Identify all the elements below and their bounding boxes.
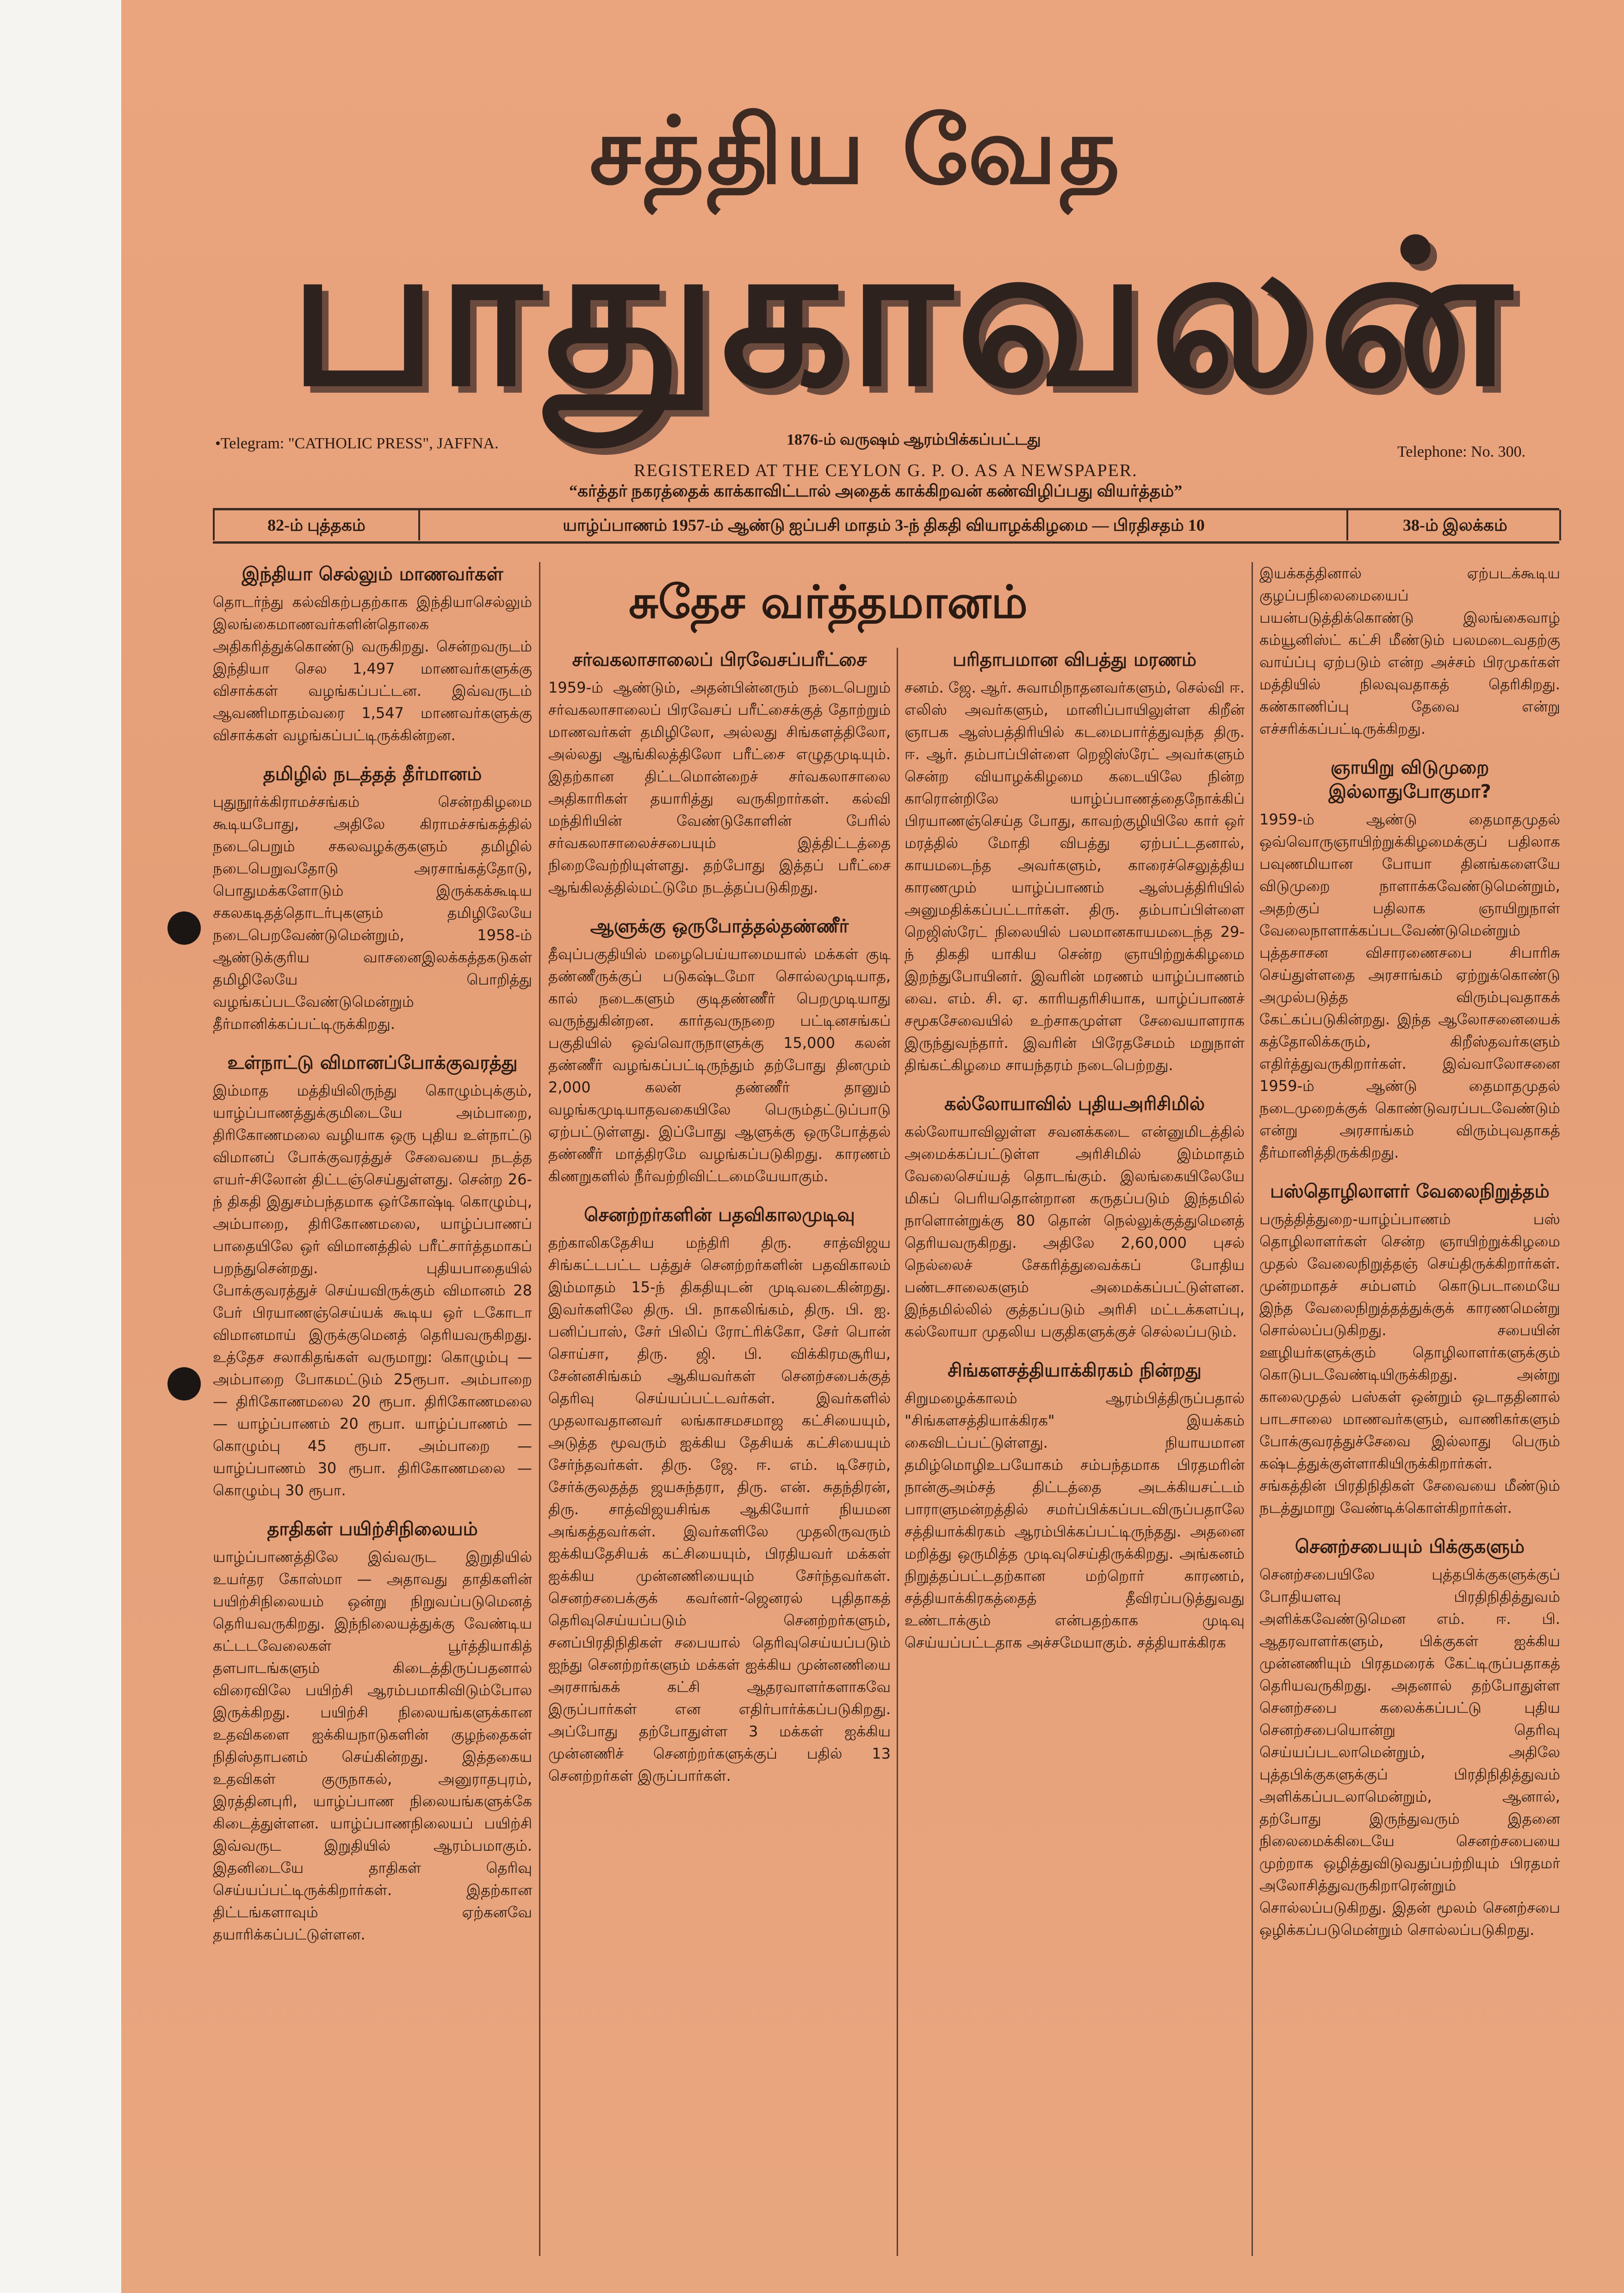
news-title: கல்லோயாவில் புதியஅரிசிமில் [944,1093,1205,1115]
news-body: புதுநூர்க்கிராமச்சங்கம் சென்றகிழமை கூடியபோது, அதிலே கிராமச்சங்கத்தில் நடைபெறும் சகலவழக்குகளும் தமிழில் நடைபெறுவதோடு அரசாங்கத்தோடு, பொதுமக்களோடும் இருக்கக்கூடிய சகலகடிதத்தொடர்புகளும் தமிழிலேயே நடைபெறவேண்டுமென்றும், 1958-ம் ஆண்டுக்குரிய வாசனைஇலக்கத்தகடுகள் தமிழிலேயே பொறித்து வழங்கப்படவேண்டுமென்றும் தீர்மானிக்கப்பட்டிருக்கிறது. [213,793,532,1033]
news-body: இம்மாத மத்தியிலிருந்து கொழும்புக்கும், யாழ்ப்பாணத்துக்குமிடையே அம்பாறை, திரிகோணமலை வழியாக ஒரு புதிய உள்நாட்டு விமானப் போக்குவரத்துச் சேவையை நடத்த எயர்-சிலோன் திட்டஞ்செய்துள்ளது. சென்ற 26-ந் திகதி இதுசம்பந்தமாக ஒர்கோஷ்டி கொழும்பு, அம்பாறை, திரிகோணமலை, யாழ்ப்பாணப் பாதையிலே ஒர் விமானத்தில் பரீட்சார்த்தமாகப் பறந்துசென்றது. புதியபாதையில் போக்குவரத்துச் செய்யவிருக்கும் விமானம் 28 பேர் பிரயாணஞ்செய்யக் கூடிய ஒர் டகோடா விமானமாய் இருக்குமெனத் தெரியவருகிறது. உத்தேச சலாகிதங்கள் வருமாறு: கொழும்பு — அம்பாறை போகமட்டும் 25ரூபா. அம்பாறை — திரிகோணமலை 20 ரூபா. திரிகோணமலை — யாழ்ப்பாணம் 20 ரூபா. யாழ்ப்பாணம் — கொழும்பு 45 ரூபா. அம்பாறை — யாழ்ப்பாணம் 30 ரூபா. திரிகோணமலை — கொழும்பு 30 ரூபா. [213,1082,532,1499]
left-margin-strip [0,0,121,2293]
news-title: செனற்றர்களின் பதவிகாலமுடிவு [584,1204,855,1226]
established-note: 1876-ம் வருஷம் ஆரம்பிக்கப்பட்டது [787,431,1041,448]
news-body: தொடர்ந்து கல்விகற்பதற்காக இந்தியாசெல்லும் இலங்கைமாணவர்களின்தொகை அதிகரித்துக்கொண்டு வருகிறது. சென்றவருடம் இந்தியா செல 1,497 மாணவர்களுக்கு விசாக்கள் வழங்கப்பட்டன. இவ்வருடம் ஆவணிமாதம்வரை 1,547 மாணவர்களுக்கு விசாக்கள் வழங்கப்பட்டிருக்கின்றன. [213,593,532,744]
news-title: ஆளுக்கு ஒருபோத்தல்தண்ணீர் [590,916,849,937]
telegram-address: •Telegram: "CATHOLIC PRESS", JAFFNA. [215,435,499,452]
news-body: 1959-ம் ஆண்டும், அதன்பின்னரும் நடைபெறும் சர்வகலாசாலைப் பிரவேசப் பரீட்சைக்குத் தோற்றும் மாணவர்கள் தமிழிலோ, அல்லது சிங்களத்திலோ, அல்லது ஆங்கிலத்திலோ பரீட்சை எழுதமுடியும். இதற்கான திட்டமொன்றைச் சர்வகலாசாலை அதிகாரிகள் தயாரித்து வருகிறார்கள். கல்வி மந்திரியின் வேண்டுகோளின் பேரில் சர்வகலாசாலைச்சபையும் இத்திட்டத்தை நிறைவேற்றியுள்ளது. தற்போது இத்தப் பரீட்சை ஆங்கிலத்தில்மட்டுமே நடத்தப்படுகிறது. [548,679,891,896]
column-divider [897,648,898,2256]
news-item [213,562,532,746]
news-body: தீவுப்பகுதியில் மழைபெய்யாமையால் மக்கள் குடி தண்ணீருக்குப் படுகஷ்டமோ சொல்லமுடியாத, கால் நடைகளும் குடிதண்ணீர் பெறமுடியாது வருந்துகின்றன. கார்தவருநறை பட்டினசங்கப் பகுதியில் ஒவ்வொருநாளுக்கு 15,000 கலன் தண்ணீர் வழங்கப்பட்டிருந்தும் தற்போது தினமும் 2,000 கலன் தண்ணீர் தானும் வழங்கமுடியாதவகையிலே பெரும்தட்டுப்பாடு ஏற்பட்டுள்ளது. இப்போது ஆளுக்கு ஒருபோத்தல் தண்ணீர் மாத்திரமே வழங்கப்படுகிறது. காரணம் கிணறுகளில் நீர்வற்றிவிட்டமையேயாகும். [548,945,891,1185]
punch-hole [167,911,201,945]
news-title: சிங்களசத்தியாக்கிரகம் நின்றது [948,1360,1202,1381]
punch-hole [167,1367,201,1401]
news-item [213,762,532,1035]
news-item [548,648,891,899]
registration-line: REGISTERED AT THE CEYLON G. P. O. AS A NEWSPAPER. [634,461,1138,480]
news-title: தாதிகள் பயிற்சிநிலையம் [267,1518,478,1540]
news-item [905,1092,1245,1343]
central-headline: சுதேச வர்த்தமானம் [628,576,1028,629]
news-title: பஸ்தொழிலாளர் வேலைநிறுத்தம் [1270,1181,1550,1202]
news-item [1259,756,1560,1164]
news-item [1259,1535,1560,1941]
news-body: கல்லோயாவிலுள்ள சவனக்கடை என்னுமிடத்தில் அமைக்கப்பட்டுள்ள அரிசிமில் இம்மாதம் வேலைசெய்யத் தொடங்கும். இலங்கையிலேயே மிகப் பெரியதொன்றான கருதப்படும் இந்தமில் நாளொன்றுக்கு 80 தொன் நெல்லுக்குத்துமெனத் தெரியவருகிறது. அதிலே 2,60,000 புசல் நெல்லைச் சேகரித்துவைக்கப் போதிய பண்டசாலைகளும் அமைக்கப்பட்டுள்ளன. இந்தமில்லில் குத்தப்படும் அரிசி மட்டக்களப்பு, கல்லோயா முதலிய பகுதிகளுக்குச் செல்லப்படும். [905,1123,1245,1340]
news-body: செனற்சபையிலே புத்தபிக்குகளுக்குப் போதியளவு பிரதிநிதித்துவம் அளிக்கவேண்டுமென எம். ஈ. பி. ஆதரவாளர்களும், பிக்குகள் ஐக்கிய முன்னணியும் பிரதமரைக் கேட்டிருப்பதாகத் தெரியவருகிறது. அதனால் தற்போதுள்ள செனற்சபை கலைக்கப்பட்டு புதிய செனற்சபையொன்று தெரிவு செய்யப்படலாமென்றும், அதிலே புத்தபிக்குகளுக்குப் பிரதிநிதித்துவம் அளிக்கப்படலாமென்றும், ஆனால், தற்போது இருந்துவரும் இதனை நிலைமைக்கிடையே செனற்சபையை முற்றாக ஒழித்துவிடுவதுப்பற்றியும் பிரதமர் அலோசித்துவருகிறாரென்றும் சொல்லப்படுகிறது. இதன் மூலம் செனற்சபை ஒழிக்கப்படுமென்றும் சொல்லப்படுகிறது. [1259,1566,1560,1939]
news-title: உள்நாட்டு விமானப்போக்குவரத்து [227,1052,518,1073]
news-body: இயக்கத்தினால் ஏற்படக்கூடிய குழப்பநிலைமையைப் பயன்படுத்திக்கொண்டு இலங்கைவாழ் கம்யூனிஸ்ட் கட்சி மீண்டும் பலமடைவதற்கு வாய்ப்பு ஏற்படும் என்ற அச்சம் பிரமுகர்கள் மத்தியில் நிலவுவதாகத் தெரிகிறது. கண்காணிப்பு தேவை என்று எச்சரிக்கப்பட்டிருக்கிறது. [1259,564,1560,737]
motto-line: “கர்த்தர் நகரத்தைக் காக்காவிட்டால் அதைக் காக்கிறவன் கண்விழிப்பது வியர்த்தம்” [569,482,1183,500]
date-box: யாழ்ப்பாணம் 1957-ம் ஆண்டு ஐப்பசி மாதம் 3-ந் திகதி வியாழக்கிழமை — பிரதிசதம் 10 [421,510,1348,540]
news-title: தமிழில் நடத்தத் தீர்மானம் [263,763,482,785]
column-1 [213,562,532,2256]
news-title: பரிதாபமான விபத்து மரணம் [953,649,1196,670]
issue-number-box: 38-ம் இலக்கம் [1351,510,1561,540]
column-divider [1252,562,1253,2256]
news-body: தற்காலிகதேசிய மந்திரி திரு. சாத்விஜய சிங்கட்டபட்ட பத்துச் செனற்றர்களின் பதவிகாலம் இம்மாதம் 15-ந் திகதியுடன் முடிவடைகின்றது. இவர்களிலே திரு. பி. நாகலிங்கம், திரு. பி. ஐ. பனிப்பாஸ், சேர் பிலிப் ரோட்ரிக்கோ, சேர் பொன் சொய்சா, திரு. ஜி. பி. விக்கிரமசூரிய, சேன்னசிங்கம் ஆகியவர்கள் செனற்சபைக்குத் தெரிவு செய்யப்பட்டவர்கள். இவர்களில் முதலாவதானவர் லங்காசமசமாஜ கட்சியையும், அடுத்த மூவரும் ஐக்கிய தேசியக் கட்சியையும் சேர்ந்தவர்கள். திரு. ஜே. ஈ. எம். டிசேரம், சேர்க்குலதத்த ஜயசுந்தரா, திரு. என். சுதந்திரன், திரு. சாத்விஜயசிங்க ஆகியோர் நியமன அங்கத்தவர்கள். இவர்களிலே முதலிருவரும் ஐக்கியதேசியக் கட்சியையும், பிரதியவர் மக்கள் ஐக்கிய முன்னணியையும் சேர்ந்தவர்கள். செனற்சபைக்குக் கவர்னர்-ஜெனரல் புதிதாகத் தெரிவுசெய்யப்படும் செனற்றர்களும், சனப்பிரதிநிதிகள் சபையால் தெரிவுசெய்யப்படும் ஐந்து செனற்றர்களும் மக்கள் ஐக்கிய முன்னணியை அரசாங்கக் கட்சி ஆதரவாளர்களாகவே இருப்பார்கள் என எதிர்பார்க்கப்படுகிறது. அப்போது தற்போதுள்ள 3 மக்கள் ஐக்கிய முன்னணிச் செனற்றர்களுக்குப் பதில் 13 செனற்றர்கள் இருப்பார்கள். [548,1234,891,1785]
news-item [1259,562,1560,740]
news-item [213,1051,532,1501]
column-divider [539,562,540,2256]
news-title: ஞாயிறு விடுமுறை இல்லாதுபோகுமா? [1328,757,1491,802]
news-body: பருத்தித்துறை-யாழ்ப்பாணம் பஸ் தொழிலாளர்கள் சென்ற ஞாயிற்றுக்கிழமை முதல் வேலைநிறுத்தஞ் செய்திருக்கிறார்கள். முன்றமாதச் சம்பளம் கொடுபடாமையே இந்த வேலைநிறுத்தத்துக்குக் காரணமென்று சொல்லப்படுகிறது. சபையின் ஊழியர்களுக்கும் தொழிலாளர்களுக்கும் கொடுபடவேண்டியிருக்கிறது. அன்று காலைமுதல் பஸ்கள் ஒன்றும் ஒடாததினால் பாடசாலை மாணவர்களும், வாணிகர்களும் போக்குவரத்துச்சேவை இல்லாது பெரும் கஷ்டத்துக்குள்ளாகியிருக்கிறார்கள். சங்கத்தின் பிரதிநிதிகள் சேவையை மீண்டும் நடத்துமாறு வேண்டிக்கொள்கிறார்கள். [1259,1210,1560,1517]
news-title: செனற்சபையும் பிக்குகளும் [1295,1536,1525,1557]
news-item [548,1203,891,1787]
masthead-title: பாதுகாவலன் [289,199,1516,430]
news-title: சர்வகலாசாலைப் பிரவேசப்பரீட்சை [572,649,867,670]
news-item [1259,1179,1560,1519]
bottom-rule [213,541,1559,544]
news-title: இந்தியா செல்லும் மாணவர்கள் [242,564,503,585]
column-4 [1259,562,1560,2256]
news-item [905,648,1245,1076]
news-item [213,1517,532,1946]
news-item [548,914,891,1187]
column-3 [905,648,1245,2256]
masthead-subtitle: சத்திய வேத [589,97,1122,205]
column-2 [548,648,891,2256]
news-body: சனம். ஜே. ஆர். சுவாமிநாதனவர்களும், செல்வி ஈ. எலிஸ் அவர்களும், மானிப்பாயிலுள்ள கிறீன் ஞாபக ஆஸ்பத்திரியில் கடமைபார்த்துவந்த திரு. ஈ. ஆர். தம்பாப்பிள்ளை றெஜிஸ்ரேட் அவர்களும் சென்ற வியாழக்கிழமை கடையிலே நின்ற காரொன்றிலே யாழ்ப்பாணத்தைநோக்கிப் பிரயாணஞ்செய்த போது, காவற்குழியிலே கார் ஒர் மரத்தில் மோதி விபத்து ஏற்பட்டதனால், காயமடைந்த அவர்களும், காரைச்செலுத்திய காரணமும் யாழ்ப்பாணம் ஆஸ்பத்திரியில் அனுமதிக்கப்பட்டார்கள். திரு. தம்பாப்பிள்ளை றெஜிஸ்ரேட் நிலையில் பலமானகாயமடைந்த 29-ந் திகதி யாகிய சென்ற ஞாயிற்றுக்கிழமை இறந்துபோயினர். இவரின் மரணம் யாழ்ப்பாணம் வை. எம். சி. ஏ. காரியதரிசியாக, யாழ்ப்பாணச் சமூகசேவையில் உற்சாகமுள்ள சேவையாளராக இருந்துவந்தார். இவரின் பிரேதசேமம் மறுநாள் திங்கட்கிழமை சாயந்தரம் நடைபெற்றது. [905,679,1245,1074]
telephone-number: Telephone: No. 300. [1397,443,1526,460]
news-body: சிறுமழைக்காலம் ஆரம்பித்திருப்பதால் "சிங்களசத்தியாக்கிரக" இயக்கம் கைவிடப்பட்டுள்ளது. நியாயமான தமிழ்மொழிஉபயோகம் சம்பந்தமாக பிரதமரின் நான்குஅம்சத் திட்டத்தை அடக்கியசட்டம் பாராளுமன்றத்தில் சமர்ப்பிக்கப்படவிருப்பதாலே சத்தியாக்கிரகம் ஆரம்பிக்கப்பட்டிருந்தது. அதனை மறித்து ஒருமித்த முடிவுசெய்திருக்கிறது. அங்கனம் நிறுத்தப்பட்டதற்கான மற்றொர் காரணம், சத்தியாக்கிரகத்தைத் தீவிரப்படுத்துவது உண்டாக்கும் என்பதற்காக முடிவு செய்யப்பட்டதாக அச்சமேயாகும். சத்தியாக்கிரக [905,1389,1245,1651]
volume-box: 82-ம் புத்தகம் [213,510,420,540]
news-body: 1959-ம் ஆண்டு தைமாதமுதல் ஒவ்வொருஞாயிற்றுக்கிழமைக்குப் பதிலாக பவுணமியான போயா தினங்களையே விடுமுறை நாளாக்கவேண்டுமென்றும், அதற்குப் பதிலாக ஞாயிறுநாள் வேலைநாளாக்கப்படவேண்டுமென்றும் புத்தசாசன விசாரணைசபை சிபாரிசு செய்துள்ளதை அரசாங்கம் ஏற்றுக்கொண்டு அமுல்படுத்த விரும்புவதாகக் கேட்கப்படுகின்றது. இந்த ஆலோசனையைக் கத்தோலிக்கரும், கிறீஸ்தவர்களும் எதிர்த்துவருகிறார்கள். இவ்வாலோசனை 1959-ம் ஆண்டு தைமாதமுதல் நடைமுறைக்குக் கொண்டுவரப்படவேண்டும் என்று அரசாங்கம் விரும்புவதாகத் தீர்மானித்திருக்கிறது. [1259,811,1560,1161]
news-item [905,1358,1245,1654]
news-body: யாழ்ப்பாணத்திலே இவ்வருட இறுதியில் உயர்தர கோஸ்மா — அதாவது தாதிகளின் பயிற்சிநிலையம் ஒன்று நிறுவப்படுமெனத் தெரியவருகிறது. இந்நிலையத்துக்கு வேண்டிய கட்டடவேலைகள் பூர்த்தியாகித் தளபாடங்களும் கிடைத்திருப்பதனால் விரைவிலே பயிற்சி ஆரம்பமாகிவிடும்போல இருக்கிறது. பயிற்சி நிலையங்களுக்கான உதவிகளை ஐக்கியநாடுகளின் குழந்தைகள் நிதிஸ்தாபனம் செய்கின்றது. இத்தகைய உதவிகள் குருநாகல், அனுராதபுரம், இரத்தினபுரி, யாழ்ப்பாண நிலையங்களுக்கே கிடைத்துள்ளன. யாழ்ப்பாணநிலையப் பயிற்சி இவ்வருட இறுதியில் ஆரம்பமாகும். இதனிடையே தாதிகள் தெரிவு செய்யப்பட்டிருக்கிறார்கள். இதற்கான திட்டங்களாவும் ஏற்கனவே தயாரிக்கப்பட்டுள்ளன. [213,1548,532,1943]
